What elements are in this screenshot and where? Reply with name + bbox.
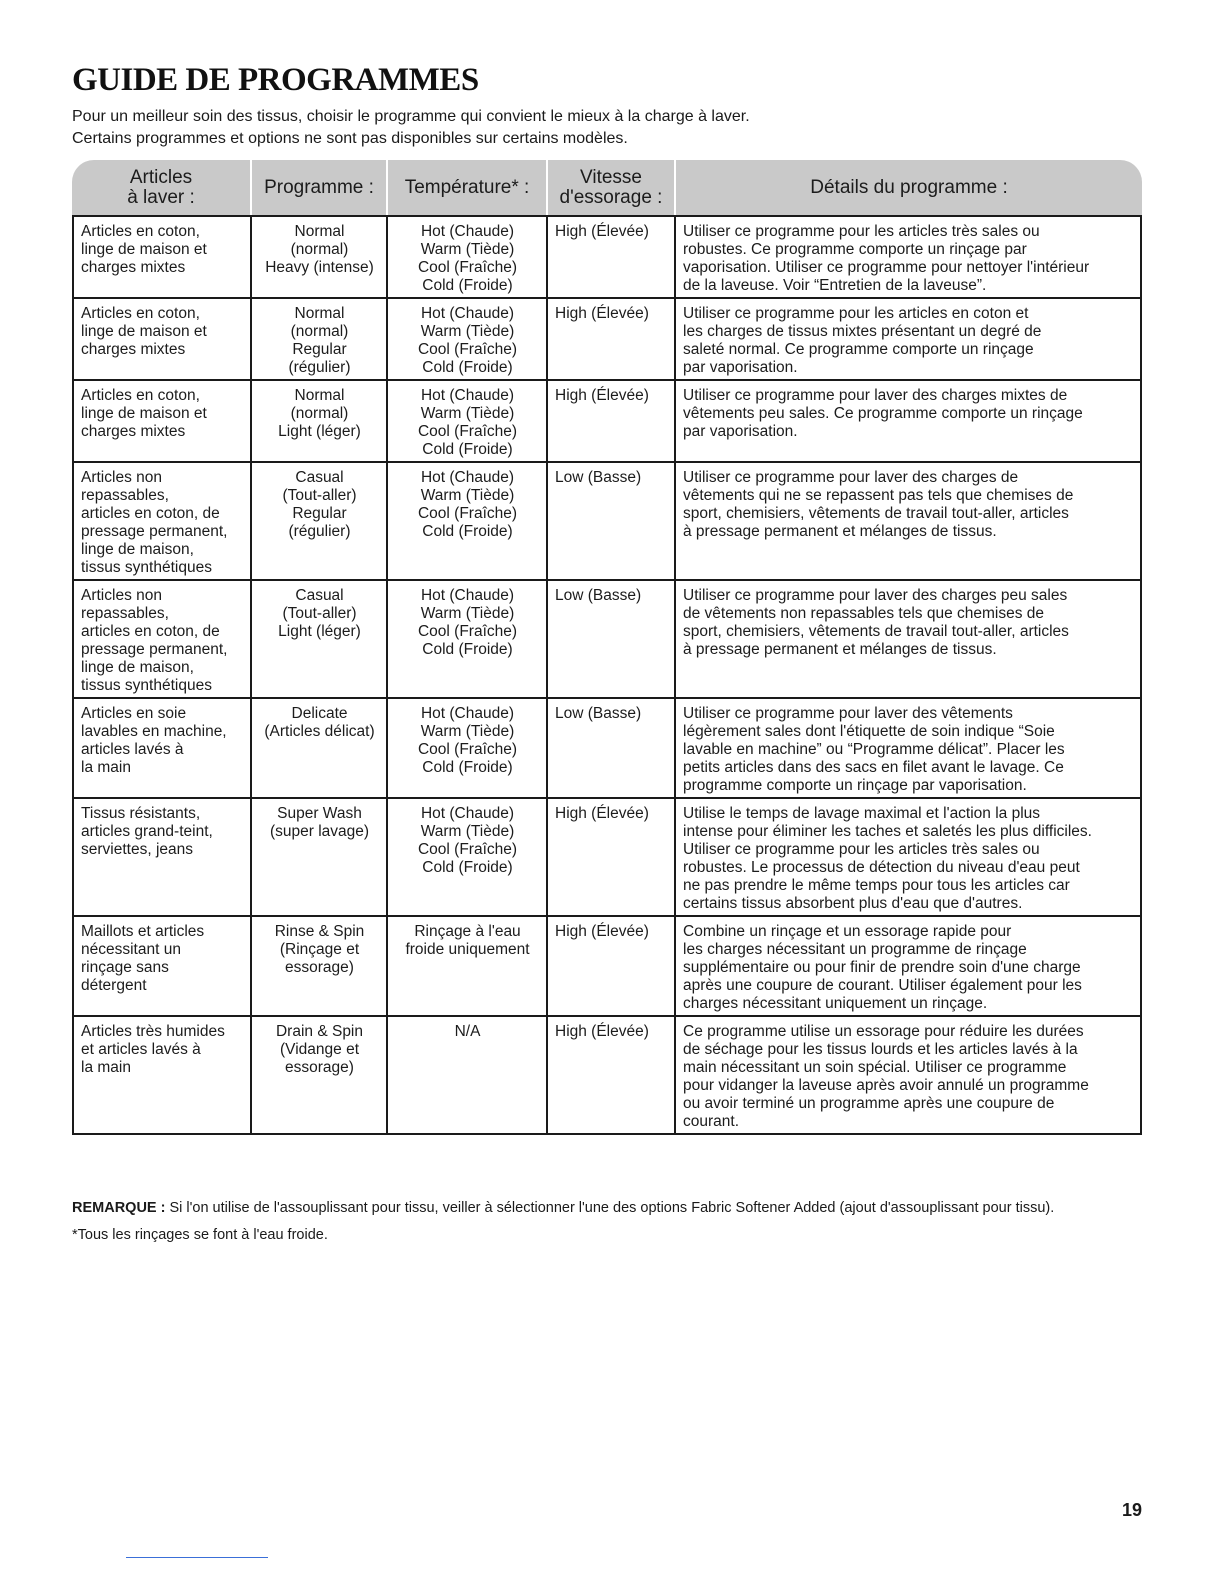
cell-line: par vaporisation. [683, 359, 798, 376]
cell-line: Hot (Chaude) [420, 305, 515, 322]
intro-line: Certains programmes et options ne sont pas disponibles sur certains modèles. [72, 130, 628, 147]
cell-line: Cool (Fraîche) [417, 741, 518, 758]
cell-line: Utiliser ce programme pour laver des charges de [683, 469, 1019, 486]
cell-line: Normal [294, 305, 345, 322]
cell-details [676, 463, 1142, 581]
cell-line: (Tout-aller) [282, 605, 357, 622]
cell-line: High (Élevée) [555, 923, 649, 940]
cell-line: Cold (Froide) [422, 277, 513, 294]
cell-line: articles en coton, de [81, 623, 220, 640]
cell-line: froide uniquement [405, 941, 530, 958]
cell-line: Articles en soie [81, 705, 187, 722]
cell-temperature [388, 215, 548, 299]
cell-line: légèrement sales dont l'étiquette de soin indique “Soie [683, 723, 1055, 740]
table-row [72, 917, 1142, 1017]
cell-details [676, 699, 1142, 799]
cell-line: robustes. Ce programme comporte un rinçage par [683, 241, 1027, 258]
cell-line: High (Élevée) [555, 305, 649, 322]
cell-programme [252, 917, 388, 1017]
cell-line: Cold (Froide) [422, 523, 513, 540]
cell-line: Cold (Froide) [422, 759, 513, 776]
cell-line: Articles en coton, [81, 223, 200, 240]
remarque-text: Si l'on utilise de l'assouplissant pour tissu, veiller à sélectionner l'une des options Fabric Softener Added (ajout d'assouplissant pour tissu). [169, 1200, 1055, 1216]
cell-vitesse [548, 463, 676, 581]
cell-line: Warm (Tiède) [420, 605, 515, 622]
cell-line: Cool (Fraîche) [417, 505, 518, 522]
cell-line: (normal) [290, 323, 349, 340]
cell-line: Utiliser ce programme pour les articles en coton et [683, 305, 1029, 322]
cell-vitesse [548, 1017, 676, 1135]
cell-line: Hot (Chaude) [420, 805, 515, 822]
cell-temperature [388, 299, 548, 381]
cell-line: Articles en coton, [81, 387, 200, 404]
cell-line: lavables en machine, [81, 723, 227, 740]
cell-line: programme comporte un rinçage par vaporisation. [683, 777, 1027, 794]
cell-line: vêtements qui ne se repassent pas tels que chemises de [683, 487, 1074, 504]
cell-line: Utiliser ce programme pour les articles très sales ou [683, 841, 1040, 858]
cell-line: vêtements peu sales. Ce programme comporte un rinçage [683, 405, 1083, 422]
cell-articles [72, 799, 252, 917]
cell-line: (normal) [290, 241, 349, 258]
table-row [72, 381, 1142, 463]
cell-line: Maillots et articles [81, 923, 205, 940]
cell-line: Heavy (intense) [265, 259, 374, 276]
remarque-note [72, 1200, 1132, 1217]
cell-line: Warm (Tiède) [420, 723, 515, 740]
cell-line: de séchage pour les tissus lourds et les articles lavés à la [683, 1041, 1078, 1058]
cell-line: Articles en coton, [81, 305, 200, 322]
cell-details [676, 799, 1142, 917]
cell-line: Température* : [404, 176, 530, 198]
cell-line: d'essorage : [559, 186, 663, 208]
cell-temperature [388, 463, 548, 581]
header-programme [252, 160, 388, 215]
cell-details [676, 215, 1142, 299]
cell-line: Warm (Tiède) [420, 405, 515, 422]
cell-temperature [388, 1017, 548, 1135]
cell-line: Utiliser ce programme pour laver des vêtements [683, 705, 1013, 722]
cell-line: courant. [683, 1113, 740, 1130]
table-row [72, 699, 1142, 799]
cell-vitesse [548, 799, 676, 917]
cell-articles [72, 215, 252, 299]
cell-line: (normal) [290, 405, 349, 422]
cell-line: Low (Basse) [555, 469, 642, 486]
table-row [72, 581, 1142, 699]
cell-line: ne pas prendre le même temps pour tous les articles car [683, 877, 1070, 894]
cell-line: Rinse & Spin [274, 923, 365, 940]
cell-line: repassables, [81, 487, 169, 504]
cell-line: à pressage permanent et mélanges de tissus. [683, 641, 997, 658]
cell-line: Utiliser ce programme pour laver des charges mixtes de [683, 387, 1068, 404]
cell-programme [252, 699, 388, 799]
cell-line: lavable en machine” ou “Programme délicat”. Placer les [683, 741, 1065, 758]
table-row [72, 1017, 1142, 1135]
cell-line: rinçage sans [81, 959, 169, 976]
intro-text [72, 106, 750, 150]
cell-line: N/A [454, 1023, 481, 1040]
cell-line: Cold (Froide) [422, 441, 513, 458]
cell-vitesse [548, 299, 676, 381]
cell-line: serviettes, jeans [81, 841, 193, 858]
cell-line: Hot (Chaude) [420, 587, 515, 604]
cell-line: linge de maison, [81, 541, 194, 558]
cell-line: Cold (Froide) [422, 641, 513, 658]
cell-line: charges mixtes [81, 259, 186, 276]
header-details [676, 160, 1142, 215]
cell-line: Hot (Chaude) [420, 223, 515, 240]
cell-vitesse [548, 215, 676, 299]
cell-line: Normal [294, 387, 345, 404]
cell-articles [72, 581, 252, 699]
cell-line: de vêtements non repassables tels que chemises de [683, 605, 1045, 622]
cell-line: Cool (Fraîche) [417, 423, 518, 440]
page-number: 19 [1121, 1500, 1142, 1520]
cell-line: Hot (Chaude) [420, 387, 515, 404]
header-temperature [388, 160, 548, 215]
table-row [72, 215, 1142, 299]
cell-line: Articles [129, 166, 193, 188]
cell-programme [252, 463, 388, 581]
cell-line: la main [81, 759, 131, 776]
cell-line: Cool (Fraîche) [417, 841, 518, 858]
cell-line: charges mixtes [81, 423, 186, 440]
cell-vitesse [548, 581, 676, 699]
cell-line: charges nécessitant uniquement un rinçage. [683, 995, 988, 1012]
cell-line: Normal [294, 223, 345, 240]
cell-line: Articles très humides [81, 1023, 225, 1040]
cell-vitesse [548, 917, 676, 1017]
footnote: *Tous les rinçages se font à l'eau froide. [72, 1227, 328, 1243]
cell-line: (Vidange et [280, 1041, 359, 1058]
cell-line: Light (léger) [278, 623, 361, 640]
cell-line: Cool (Fraîche) [417, 341, 518, 358]
cell-temperature [388, 799, 548, 917]
cell-line: Vitesse [580, 166, 642, 188]
table-row [72, 299, 1142, 381]
cell-articles [72, 917, 252, 1017]
cell-temperature [388, 381, 548, 463]
cell-line: Regular [292, 505, 347, 522]
cell-programme [252, 1017, 388, 1135]
cell-line: (Articles délicat) [264, 723, 375, 740]
cell-line: à pressage permanent et mélanges de tissus. [683, 523, 997, 540]
cell-line: Regular [292, 341, 347, 358]
cell-programme [252, 381, 388, 463]
cell-vitesse [548, 699, 676, 799]
cell-line: intense pour éliminer les taches et saletés les plus difficiles. [683, 823, 1092, 840]
cell-line: articles en coton, de [81, 505, 220, 522]
cell-line: essorage) [285, 1059, 354, 1076]
cell-line: Utilise le temps de lavage maximal et l'action la plus [683, 805, 1041, 822]
cell-programme [252, 299, 388, 381]
cell-vitesse [548, 381, 676, 463]
cell-line: Rinçage à l'eau [414, 923, 521, 940]
cell-programme [252, 215, 388, 299]
cell-line: Utiliser ce programme pour les articles très sales ou [683, 223, 1040, 240]
cell-line: Cool (Fraîche) [417, 259, 518, 276]
cell-line: tissus synthétiques [81, 559, 212, 576]
cell-details [676, 299, 1142, 381]
cell-line: linge de maison et [81, 241, 207, 258]
cell-line: tissus synthétiques [81, 677, 212, 694]
cell-line: Low (Basse) [555, 587, 642, 604]
cell-details [676, 381, 1142, 463]
cell-line: Light (léger) [278, 423, 361, 440]
cell-line: High (Élevée) [555, 1023, 649, 1040]
cell-line: saleté normal. Ce programme comporte un rinçage [683, 341, 1034, 358]
cell-line: Tissus résistants, [81, 805, 201, 822]
cell-line: de la laveuse. Voir “Entretien de la laveuse”. [683, 277, 987, 294]
cell-line: Hot (Chaude) [420, 705, 515, 722]
cell-line: pour vidanger la laveuse après avoir annulé un programme [683, 1077, 1089, 1094]
header-vitesse [548, 160, 676, 215]
cell-line: après une coupure de courant. Utiliser également pour les [683, 977, 1082, 994]
cell-line: Ce programme utilise un essorage pour réduire les durées [683, 1023, 1084, 1040]
cell-line: essorage) [285, 959, 354, 976]
cell-line: Warm (Tiède) [420, 823, 515, 840]
cell-details [676, 1017, 1142, 1135]
cell-line: Warm (Tiède) [420, 487, 515, 504]
cell-line: les charges nécessitant un programme de rinçage [683, 941, 1027, 958]
cell-line: pressage permanent, [81, 523, 228, 540]
cell-line: High (Élevée) [555, 223, 649, 240]
cell-line: Low (Basse) [555, 705, 642, 722]
cell-line: charges mixtes [81, 341, 186, 358]
cell-line: ou avoir terminé un programme après une coupure de [683, 1095, 1055, 1112]
cell-line: détergent [81, 977, 147, 994]
cell-line: Warm (Tiède) [420, 241, 515, 258]
cell-line: articles lavés à [81, 741, 184, 758]
cell-line: à laver : [127, 186, 195, 208]
cell-line: (Rinçage et [279, 941, 360, 958]
cell-temperature [388, 917, 548, 1017]
table-row [72, 463, 1142, 581]
cell-line: pressage permanent, [81, 641, 228, 658]
cell-line: Hot (Chaude) [420, 469, 515, 486]
cell-line: la main [81, 1059, 131, 1076]
cell-line: sport, chemisiers, vêtements de travail tout-aller, articles [683, 505, 1069, 522]
cell-line: Cold (Froide) [422, 359, 513, 376]
table-body [72, 215, 1142, 1135]
cell-details [676, 581, 1142, 699]
cell-articles [72, 381, 252, 463]
cell-articles [72, 463, 252, 581]
cell-line: linge de maison, [81, 659, 194, 676]
program-guide-table [72, 160, 1142, 1135]
cell-line: Articles non [81, 587, 162, 604]
header-articles [72, 160, 252, 215]
footer-rule [126, 1557, 268, 1558]
cell-line: Casual [295, 469, 344, 486]
cell-line: linge de maison et [81, 323, 207, 340]
cell-line: Cold (Froide) [422, 859, 513, 876]
cell-line: Casual [295, 587, 344, 604]
cell-line: Articles non [81, 469, 162, 486]
cell-line: certains tissus absorbent plus d'eau que d'autres. [683, 895, 1023, 912]
cell-articles [72, 299, 252, 381]
cell-line: (régulier) [288, 523, 351, 540]
cell-line: High (Élevée) [555, 387, 649, 404]
cell-line: robustes. Le processus de détection du niveau d'eau peut [683, 859, 1080, 876]
table-row [72, 799, 1142, 917]
cell-line: articles grand-teint, [81, 823, 213, 840]
table-header-row [72, 160, 1142, 215]
cell-line: Programme : [264, 176, 374, 198]
cell-line: vaporisation. Utiliser ce programme pour nettoyer l'intérieur [683, 259, 1090, 276]
cell-line: et articles lavés à [81, 1041, 201, 1058]
cell-programme [252, 799, 388, 917]
cell-line: par vaporisation. [683, 423, 798, 440]
cell-temperature [388, 581, 548, 699]
cell-programme [252, 581, 388, 699]
cell-line: sport, chemisiers, vêtements de travail tout-aller, articles [683, 623, 1069, 640]
notes [72, 1200, 1132, 1254]
cell-articles [72, 1017, 252, 1135]
cell-line: Cool (Fraîche) [417, 623, 518, 640]
cell-line: (Tout-aller) [282, 487, 357, 504]
cell-line: Super Wash [277, 805, 362, 822]
cell-temperature [388, 699, 548, 799]
cell-line: linge de maison et [81, 405, 207, 422]
cell-line: Détails du programme : [810, 176, 1008, 198]
cell-line: main nécessitant un soin spécial. Utiliser ce programme [683, 1059, 1067, 1076]
cell-line: (régulier) [288, 359, 351, 376]
remarque-label: REMARQUE : [72, 1200, 166, 1216]
cell-line: Utiliser ce programme pour laver des charges peu sales [683, 587, 1068, 604]
cell-line: Drain & Spin [275, 1023, 363, 1040]
cell-line: High (Élevée) [555, 805, 649, 822]
cell-line: petits articles dans des sacs en filet avant le lavage. Ce [683, 759, 1064, 776]
cell-line: (super lavage) [269, 823, 370, 840]
cell-line: repassables, [81, 605, 169, 622]
cell-line: supplémentaire ou pour finir de prendre soin d'une charge [683, 959, 1081, 976]
cell-line: les charges de tissus mixtes présentant un degré de [683, 323, 1042, 340]
cell-line: Warm (Tiède) [420, 323, 515, 340]
cell-line: nécessitant un [81, 941, 181, 958]
cell-articles [72, 699, 252, 799]
intro-line: Pour un meilleur soin des tissus, choisir le programme qui convient le mieux à la charge à laver. [72, 108, 750, 125]
cell-details [676, 917, 1142, 1017]
cell-line: Combine un rinçage et un essorage rapide pour [683, 923, 1012, 940]
cell-line: Delicate [291, 705, 348, 722]
page-title: GUIDE DE PROGRAMMES [72, 62, 479, 98]
